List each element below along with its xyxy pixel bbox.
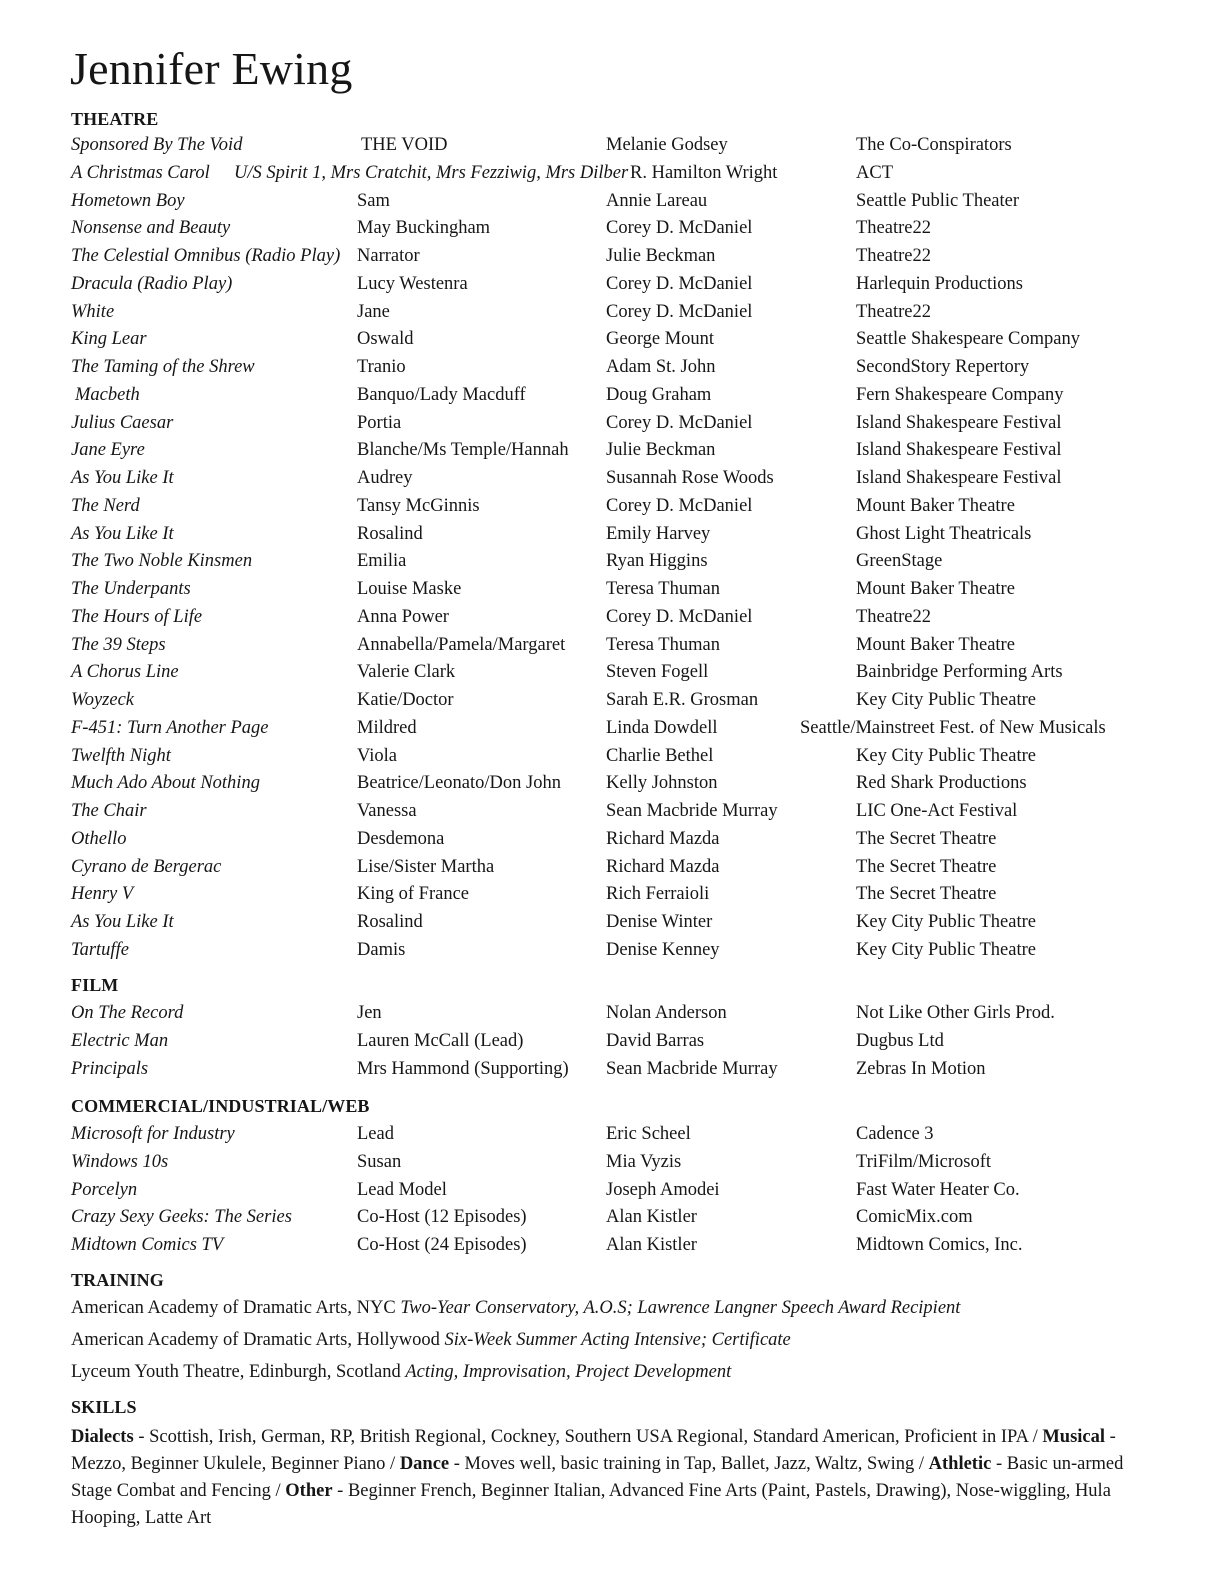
credit-director: Corey D. McDaniel xyxy=(606,606,753,627)
credit-title: Hometown Boy xyxy=(71,190,185,211)
credit-title: The 39 Steps xyxy=(71,634,166,655)
credit-title: The Underpants xyxy=(71,579,191,599)
credit-company: Island Shakespeare Festival xyxy=(856,440,1062,461)
credit-role: Narrator xyxy=(357,246,420,266)
credit-row xyxy=(0,381,1224,409)
credit-title: Twelfth Night xyxy=(71,745,171,766)
credit-title: The Hours of Life xyxy=(71,606,203,627)
credit-director: Denise Winter xyxy=(606,912,713,932)
credit-company: Zebras In Motion xyxy=(856,1058,986,1079)
credit-director: Corey D. McDaniel xyxy=(606,273,753,294)
credit-role: May Buckingham xyxy=(357,218,491,239)
credit-director: Joseph Amodei xyxy=(606,1179,720,1200)
credit-director: Richard Mazda xyxy=(606,828,720,849)
credit-director: Corey D. McDaniel xyxy=(606,301,753,322)
credit-row xyxy=(0,1055,1224,1083)
credit-company: GreenStage xyxy=(856,551,943,572)
credit-company: The Secret Theatre xyxy=(856,884,997,905)
credit-role: U/S Spirit 1, Mrs Cratchit, Mrs Fezziwig, Mrs Dilber xyxy=(234,162,629,183)
credit-row xyxy=(0,853,1224,881)
credit-company: Island Shakespeare Festival xyxy=(856,468,1062,488)
credit-company: Theatre22 xyxy=(856,246,931,266)
credit-director: Rich Ferraioli xyxy=(606,884,710,905)
skill-musical: - Mezzo, Beginner Ukulele, Beginner Piano / xyxy=(71,1427,1116,1474)
training-detail: Six-Week Summer Acting Intensive; Certificate xyxy=(444,1330,791,1350)
credit-title: A Chorus Line xyxy=(71,662,179,683)
credit-row xyxy=(0,908,1224,936)
credit-title: Macbeth xyxy=(75,384,140,405)
credit-company: SecondStory Repertory xyxy=(856,357,1030,377)
credit-director: Sarah E.R. Grosman xyxy=(606,690,759,710)
credit-director: Richard Mazda xyxy=(606,856,720,877)
credit-row xyxy=(0,936,1224,964)
credit-company: The Secret Theatre xyxy=(856,856,997,877)
credit-company: Mount Baker Theatre xyxy=(856,495,1015,516)
credit-director: Alan Kistler xyxy=(606,1235,697,1255)
credit-role: Katie/Doctor xyxy=(357,690,454,710)
training-school: Lyceum Youth Theatre, Edinburgh, Scotland xyxy=(71,1362,401,1382)
credit-title: F-451: Turn Another Page xyxy=(71,717,269,738)
credit-role: Audrey xyxy=(357,468,413,488)
credit-company: Dugbus Ltd xyxy=(856,1030,944,1051)
credit-company: Fast Water Heater Co. xyxy=(856,1179,1020,1200)
credit-title: Cyrano de Bergerac xyxy=(71,856,222,877)
credit-row xyxy=(0,1231,1224,1259)
credit-row xyxy=(0,270,1224,298)
credit-row xyxy=(0,575,1224,603)
credit-company: Seattle Shakespeare Company xyxy=(856,329,1080,350)
credit-row xyxy=(0,242,1224,270)
skill-label-athletic: Athletic xyxy=(928,1454,992,1474)
credit-role: Portia xyxy=(357,412,402,433)
credit-director: Corey D. McDaniel xyxy=(606,495,753,516)
credit-director: Melanie Godsey xyxy=(606,135,728,155)
credit-role: Rosalind xyxy=(357,523,423,544)
credit-role: Lucy Westenra xyxy=(357,273,468,294)
credit-title: Principals xyxy=(71,1058,149,1079)
credit-director: Linda Dowdell xyxy=(606,717,718,738)
credit-role: Tranio xyxy=(357,357,406,377)
credit-director: Steven Fogell xyxy=(606,662,709,683)
credit-row xyxy=(0,880,1224,908)
credit-title: A Christmas Carol xyxy=(71,162,210,183)
credit-row xyxy=(0,131,1224,159)
credit-row xyxy=(0,603,1224,631)
credit-director: Emily Harvey xyxy=(606,523,711,544)
credit-company: Theatre22 xyxy=(856,218,931,239)
credit-director: Doug Graham xyxy=(606,384,712,405)
training-detail: Two-Year Conservatory, A.O.S; Lawrence Langner Speech Award Recipient xyxy=(400,1298,961,1318)
credit-role: Beatrice/Leonato/Don John xyxy=(357,773,561,794)
credit-role: Sam xyxy=(357,190,390,211)
credit-title: Jane Eyre xyxy=(71,440,145,461)
credit-title: Microsoft for Industry xyxy=(71,1124,235,1144)
credit-director: Annie Lareau xyxy=(606,190,708,211)
credit-role: Susan xyxy=(357,1151,402,1172)
skill-other: - Beginner French, Beginner Italian, Advanced Fine Arts (Paint, Pastels, Drawing), Nose-wiggling, Hula Hooping, Latte Art xyxy=(71,1481,1111,1528)
credit-row xyxy=(0,825,1224,853)
section-heading-theatre: THEATRE xyxy=(71,109,159,129)
credit-row xyxy=(0,214,1224,242)
credit-company: The Secret Theatre xyxy=(856,828,997,849)
credit-title: The Taming of the Shrew xyxy=(71,357,255,377)
credit-company: ACT xyxy=(856,162,893,183)
credit-title: Henry V xyxy=(71,884,134,905)
credit-title: On The Record xyxy=(71,1003,184,1023)
credit-row xyxy=(0,1027,1224,1055)
section-heading-film: FILM xyxy=(71,975,119,995)
credit-company: Seattle/Mainstreet Fest. of New Musicals xyxy=(800,717,1106,738)
credit-role: Tansy McGinnis xyxy=(357,495,480,516)
credit-role: Mildred xyxy=(357,717,417,738)
credit-company: Mount Baker Theatre xyxy=(856,634,1015,655)
credit-role: Rosalind xyxy=(357,912,423,932)
credit-title: Othello xyxy=(71,828,127,849)
credit-title: White xyxy=(71,301,115,322)
credit-title: The Celestial Omnibus (Radio Play) xyxy=(71,246,341,266)
credit-title: As You Like It xyxy=(71,912,174,932)
credit-company: Island Shakespeare Festival xyxy=(856,412,1062,433)
credit-title: Woyzeck xyxy=(71,690,135,710)
credit-company: LIC One-Act Festival xyxy=(856,801,1018,821)
credit-row xyxy=(0,658,1224,686)
credit-director: Mia Vyzis xyxy=(606,1151,682,1172)
credit-director: Adam St. John xyxy=(606,357,716,377)
credit-director: Ryan Higgins xyxy=(606,551,708,572)
credit-company: Key City Public Theatre xyxy=(856,912,1036,932)
credit-company: Mount Baker Theatre xyxy=(856,579,1015,599)
credit-row xyxy=(0,298,1224,326)
skill-label-musical: Musical xyxy=(1042,1427,1106,1447)
credit-title: Porcelyn xyxy=(71,1179,138,1200)
credit-company: Ghost Light Theatricals xyxy=(856,523,1032,544)
credit-role: Blanche/Ms Temple/Hannah xyxy=(357,440,569,461)
credit-role: Jane xyxy=(357,301,390,322)
credit-role: Damis xyxy=(357,939,406,960)
skill-dance: - Moves well, basic training in Tap, Ballet, Jazz, Waltz, Swing / xyxy=(449,1454,929,1474)
credit-director: Alan Kistler xyxy=(606,1207,697,1228)
credit-title: Tartuffe xyxy=(71,939,129,960)
credit-row xyxy=(0,769,1224,797)
credit-role: Jen xyxy=(357,1003,382,1023)
credit-title: King Lear xyxy=(71,329,147,350)
credit-row xyxy=(0,187,1224,215)
training-item xyxy=(71,1358,731,1386)
credit-title: Crazy Sexy Geeks: The Series xyxy=(71,1207,292,1228)
credit-company: Fern Shakespeare Company xyxy=(856,384,1064,405)
credit-row xyxy=(0,1176,1224,1204)
credit-director: Kelly Johnston xyxy=(606,773,718,794)
credit-company: Key City Public Theatre xyxy=(856,690,1036,710)
credit-company: Key City Public Theatre xyxy=(856,939,1036,960)
credit-row xyxy=(0,353,1224,381)
credit-director: Eric Scheel xyxy=(606,1124,691,1144)
credit-row xyxy=(0,631,1224,659)
credit-company: Cadence 3 xyxy=(856,1124,934,1144)
credit-company: Bainbridge Performing Arts xyxy=(856,662,1063,683)
credit-role: Mrs Hammond (Supporting) xyxy=(357,1058,569,1079)
credit-director: Julie Beckman xyxy=(606,246,716,266)
credit-role: Co-Host (12 Episodes) xyxy=(357,1207,527,1228)
skill-athletic: - Basic un-armed Stage Combat and Fencing / xyxy=(71,1454,1124,1501)
credit-row xyxy=(0,325,1224,353)
credit-row xyxy=(0,999,1224,1027)
credit-row xyxy=(0,436,1224,464)
credit-role: Louise Maske xyxy=(357,579,462,599)
training-item xyxy=(71,1326,791,1354)
credit-title: Julius Caesar xyxy=(71,412,174,433)
credit-director: Denise Kenney xyxy=(606,939,720,960)
credit-title: Windows 10s xyxy=(71,1151,169,1172)
credit-role: King of France xyxy=(357,884,469,905)
credit-role: Banquo/Lady Macduff xyxy=(357,384,526,405)
credit-director: Sean Macbride Murray xyxy=(606,1058,778,1079)
credit-director: R. Hamilton Wright xyxy=(630,162,778,183)
credit-director: David Barras xyxy=(606,1030,705,1051)
credit-row xyxy=(0,1203,1224,1231)
training-school: American Academy of Dramatic Arts, NYC xyxy=(71,1298,396,1318)
credit-director: Sean Macbride Murray xyxy=(606,801,778,821)
credit-role: Vanessa xyxy=(357,801,417,821)
skill-dialects: - Scottish, Irish, German, RP, British Regional, Cockney, Southern USA Regional, Standard American, Proficient in IPA / xyxy=(133,1427,1043,1447)
credit-role: Lead xyxy=(357,1124,394,1144)
credit-role: Oswald xyxy=(357,329,414,350)
credit-role: THE VOID xyxy=(361,135,448,155)
credit-row xyxy=(0,547,1224,575)
credit-title: Much Ado About Nothing xyxy=(71,773,260,794)
credit-row xyxy=(0,797,1224,825)
credit-title: The Two Noble Kinsmen xyxy=(71,551,253,572)
credit-company: Key City Public Theatre xyxy=(856,745,1036,766)
credit-company: ComicMix.com xyxy=(856,1207,973,1228)
skills-paragraph xyxy=(71,1424,1127,1532)
credit-role: Co-Host (24 Episodes) xyxy=(357,1235,527,1255)
actor-name: Jennifer Ewing xyxy=(70,43,353,94)
skill-label-other: Other xyxy=(285,1481,333,1501)
section-heading-training: TRAINING xyxy=(71,1270,164,1290)
skill-label-dialects: Dialects xyxy=(71,1427,134,1447)
credit-title: Midtown Comics TV xyxy=(71,1235,224,1255)
credit-title: As You Like It xyxy=(71,468,174,488)
credit-role: Valerie Clark xyxy=(357,662,456,683)
credit-row xyxy=(0,714,1224,742)
credit-company: Not Like Other Girls Prod. xyxy=(856,1003,1055,1023)
credit-director: Corey D. McDaniel xyxy=(606,218,753,239)
credit-title: The Chair xyxy=(71,801,147,821)
credit-row xyxy=(0,1120,1224,1148)
section-heading-commercial: COMMERCIAL/INDUSTRIAL/WEB xyxy=(71,1096,370,1116)
credit-role: Lauren McCall (Lead) xyxy=(357,1030,524,1051)
credit-row xyxy=(0,686,1224,714)
credit-role: Viola xyxy=(357,745,397,766)
credit-row xyxy=(0,159,1224,187)
training-school: American Academy of Dramatic Arts, Hollywood xyxy=(71,1330,440,1350)
credit-role: Annabella/Pamela/Margaret xyxy=(357,634,566,655)
credit-company: Theatre22 xyxy=(856,301,931,322)
training-detail: Acting, Improvisation, Project Development xyxy=(405,1362,732,1382)
credit-director: Corey D. McDaniel xyxy=(606,412,753,433)
credit-company: Seattle Public Theater xyxy=(856,190,1020,211)
section-heading-skills: SKILLS xyxy=(71,1397,137,1417)
credit-company: The Co-Conspirators xyxy=(856,135,1012,155)
credit-title: Nonsense and Beauty xyxy=(71,218,231,239)
credit-company: Red Shark Productions xyxy=(856,773,1027,794)
credit-director: Charlie Bethel xyxy=(606,745,714,766)
credit-director: Julie Beckman xyxy=(606,440,716,461)
credit-title: Sponsored By The Void xyxy=(71,135,243,155)
credit-role: Emilia xyxy=(357,551,407,572)
credit-row xyxy=(0,1148,1224,1176)
credit-director: Teresa Thuman xyxy=(606,634,720,655)
credit-director: Nolan Anderson xyxy=(606,1003,727,1023)
credit-director: Susannah Rose Woods xyxy=(606,468,774,488)
credit-company: Theatre22 xyxy=(856,606,931,627)
credit-director: Teresa Thuman xyxy=(606,579,720,599)
credit-title: Electric Man xyxy=(71,1030,169,1051)
credit-row xyxy=(0,409,1224,437)
credit-role: Desdemona xyxy=(357,828,445,849)
credit-row xyxy=(0,492,1224,520)
credit-company: TriFilm/Microsoft xyxy=(856,1151,992,1172)
credit-role: Lead Model xyxy=(357,1179,447,1200)
credit-row xyxy=(0,464,1224,492)
skill-label-dance: Dance xyxy=(399,1454,450,1474)
credit-row xyxy=(0,742,1224,770)
credit-title: Dracula (Radio Play) xyxy=(71,273,233,294)
credit-title: The Nerd xyxy=(71,495,140,516)
credit-company: Midtown Comics, Inc. xyxy=(856,1235,1023,1255)
credit-title: As You Like It xyxy=(71,523,174,544)
training-item xyxy=(71,1294,960,1322)
credit-director: George Mount xyxy=(606,329,715,350)
credit-role: Lise/Sister Martha xyxy=(357,856,495,877)
credit-role: Anna Power xyxy=(357,606,449,627)
credit-row xyxy=(0,520,1224,548)
credit-company: Harlequin Productions xyxy=(856,273,1023,294)
